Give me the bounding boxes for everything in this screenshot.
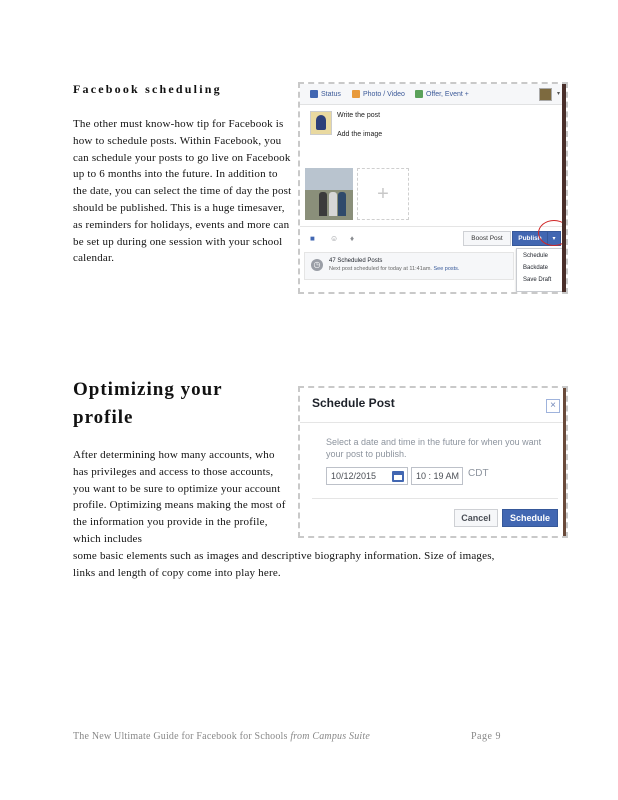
composer-screenshot — [298, 82, 568, 294]
attached-photo — [305, 168, 353, 220]
pencil-icon — [310, 90, 318, 98]
section-paragraph-scheduling: The other must know-how tip for Facebook is how to schedule posts. Within Facebook, you can schedule your posts to go live on Facebook up to 6 months into the future. In addition to the date, you can select the time of day the post should be published. This is a huge timesaver, as reminders for holidays, events and more can be set up during one session with your school calendar. — [73, 118, 292, 265]
avatar — [310, 111, 332, 135]
page-avatar-small[interactable] — [539, 88, 552, 101]
composer-tab-bar — [300, 84, 566, 105]
scheduled-posts-row[interactable] — [304, 252, 514, 280]
dialog-header — [300, 388, 566, 423]
close-icon[interactable]: × — [546, 399, 560, 413]
publish-dropdown-button[interactable]: ▾ — [547, 231, 561, 246]
chevron-down-icon[interactable]: ▾ — [556, 91, 560, 97]
timezone-label: CDT — [468, 468, 489, 479]
cancel-button[interactable]: Cancel — [454, 509, 498, 527]
composer-action-bar — [300, 226, 566, 249]
footer-title-italic: from Campus Suite — [290, 731, 371, 742]
schedule-post-dialog-screenshot — [298, 386, 568, 538]
emoji-icon[interactable]: ☺ — [330, 234, 339, 243]
tab-offer-event-label: Offer, Event + — [426, 90, 469, 98]
boost-post-button[interactable]: Boost Post — [463, 231, 511, 246]
photo-icon — [352, 90, 360, 98]
date-value: 10/12/2015 — [331, 471, 377, 481]
calendar-icon[interactable] — [392, 471, 404, 482]
footer-title-prefix: The New Ultimate Guide for Facebook for Schools — [73, 731, 291, 742]
add-image-text: Add the image — [337, 131, 383, 138]
scheduled-posts-subtitle: Next post scheduled for today at 11:41am. See posts. — [329, 266, 460, 272]
tab-photo-video-label: Photo / Video — [363, 90, 405, 98]
see-posts-link[interactable]: See posts. — [433, 266, 460, 272]
footer-title — [73, 731, 370, 742]
camera-icon[interactable]: ■ — [310, 234, 315, 243]
tab-status[interactable] — [310, 90, 341, 98]
publish-button[interactable]: Publish — [512, 231, 548, 246]
add-photo-button[interactable]: + — [357, 168, 409, 220]
menu-item-backdate[interactable]: Backdate — [523, 265, 549, 271]
divider — [312, 498, 558, 499]
tab-offer-event[interactable] — [415, 90, 469, 98]
date-input[interactable] — [326, 467, 408, 485]
page-number: Page 9 — [471, 731, 501, 742]
time-input[interactable] — [411, 467, 463, 485]
paragraph-part-narrow: After determining how many accounts, who has privileges and access to those accounts, you want to be sure to optimize your account profile. Optimizing means making the most of the information you provide in the profile, which includes — [73, 449, 286, 545]
schedule-button[interactable]: Schedule — [502, 509, 558, 527]
section-heading-facebook-scheduling: Facebook scheduling — [73, 82, 222, 96]
scheduled-posts-title: 47 Scheduled Posts — [329, 258, 383, 264]
publish-options-menu — [516, 248, 564, 292]
menu-item-schedule[interactable]: Schedule — [523, 253, 549, 259]
tab-photo-video[interactable] — [352, 90, 405, 98]
dialog-description: Select a date and time in the future for when you want your post to publish. — [326, 437, 542, 459]
post-text-input[interactable]: Write the post — [337, 112, 381, 119]
paragraph-part-wide: some basic elements such as images and descriptive biography information. Size of images, links and length of copy come into play here. — [73, 549, 495, 579]
time-value: 10 : 19 AM — [416, 471, 460, 481]
clock-icon: ◷ — [311, 259, 323, 271]
offer-icon — [415, 90, 423, 98]
menu-item-save-draft[interactable]: Save Draft — [523, 277, 552, 283]
dialog-title: Schedule Post — [312, 396, 395, 410]
tab-status-label: Status — [321, 90, 341, 98]
location-pin-icon[interactable]: ♦ — [350, 234, 355, 243]
section-heading-optimizing-profile: Optimizing your profile — [73, 379, 223, 428]
